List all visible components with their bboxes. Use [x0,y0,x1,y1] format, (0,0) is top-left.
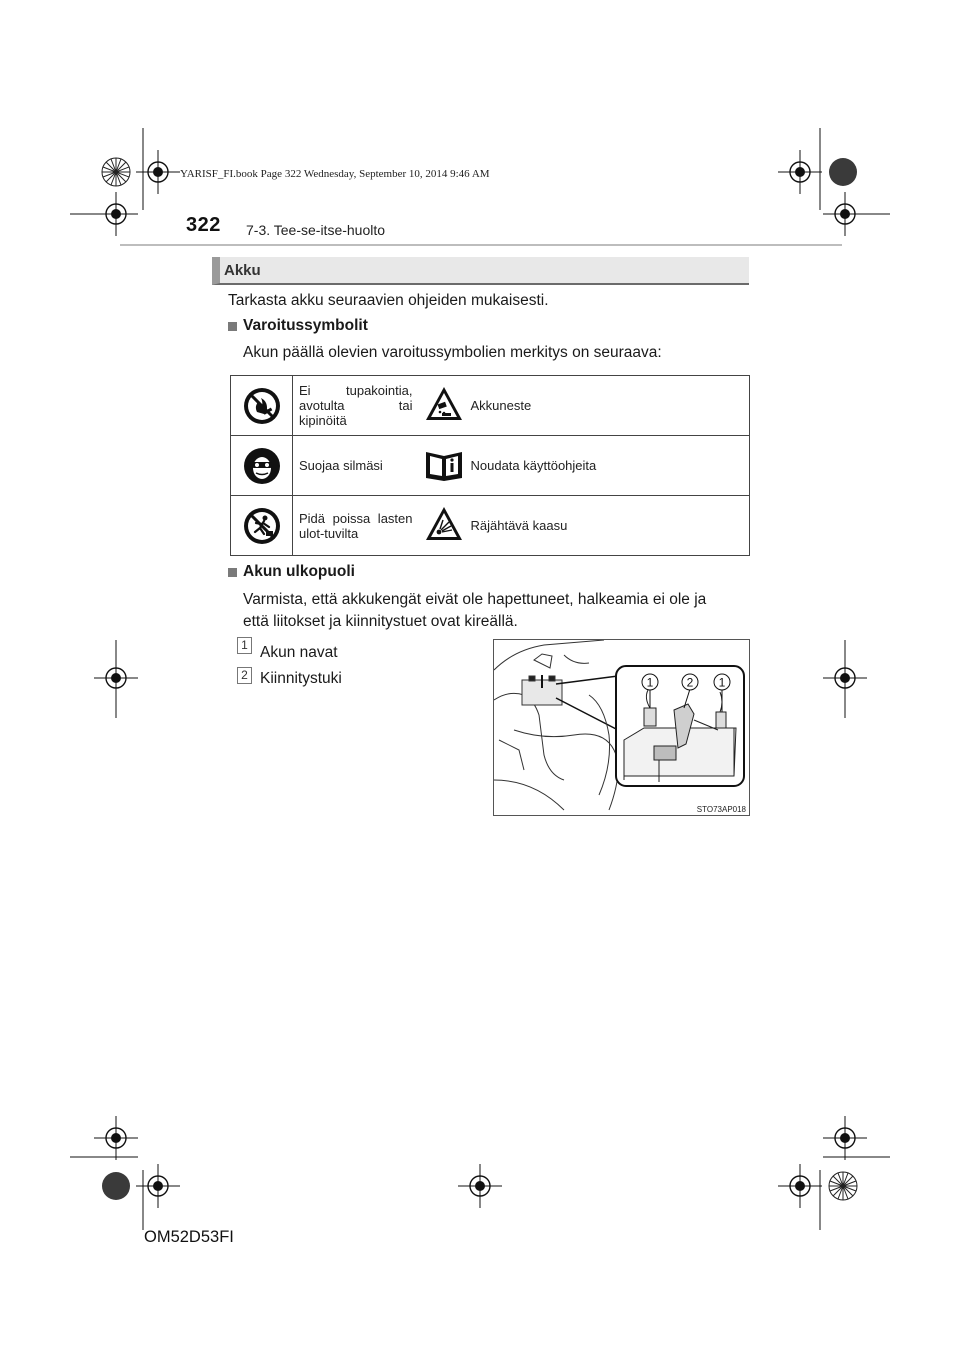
explosive-gas-icon [424,505,464,543]
section-title-bar [212,257,749,285]
engine-bay-drawing [494,640,750,816]
no-smoking-flame-icon [242,386,282,426]
read-manual-icon [424,446,464,482]
bullet-square-icon [228,568,237,577]
battery-acid-icon [424,385,464,423]
footer-manual-code: OM52D53FI [144,1228,234,1246]
table-cell [293,376,421,436]
table-cell [231,436,293,496]
symbol-text-eye-protection: Suojaa silmäsi [299,458,383,473]
table-cell [467,496,750,556]
table-cell [421,496,467,556]
symbol-text-read-manual: Noudata käyttöohjeita [470,458,597,473]
symbol-text-children-away: Pidä poissa lasten ulot-tuvilta [299,510,413,541]
table-row [231,376,750,436]
callout-number: 1 [718,675,726,690]
callout-markers [642,674,730,690]
table-cell [467,376,750,436]
table-cell [421,436,467,496]
callout-number: 1 [646,675,654,690]
section-label: 7-3. Tee-se-itse-huolto [246,222,386,238]
battery-illustration [493,639,750,816]
table-cell [467,436,750,496]
table-cell [231,376,293,436]
warning-symbols-description: Akun päällä olevien varoitussymbolien merkitys on seuraava: [243,344,662,361]
table-row [231,436,750,496]
intro-text: Tarkasta akku seuraavien ohjeiden mukaisesti. [228,292,549,309]
item-label-hold-down: Kiinnitystuki [260,670,342,687]
header-rule [120,244,842,246]
symbol-text-no-smoking: Ei tupakointia, avotulta tai kipinöitä [299,383,413,428]
symbol-text-explosive-gas: Räjähtävä kaasu [470,518,568,533]
item-label-terminals: Akun navat [260,644,338,661]
table-row [231,496,750,556]
item-number-badge: 1 [237,637,252,654]
exterior-heading: Akun ulkopuoli [243,563,355,580]
table-cell [231,496,293,556]
item-number-badge: 2 [237,667,252,684]
symbol-text-battery-acid: Akkuneste [470,398,532,413]
table-cell [293,496,421,556]
illustration-code: STO73AP018 [696,805,746,814]
exterior-text-line1: Varmista, että akkukengät eivät ole hapettuneet, halkeamia ei ole ja [243,591,707,608]
callout-number: 2 [686,675,694,690]
warning-symbols-heading: Varoitussymbolit [243,317,368,334]
exterior-text-line2: että liitokset ja kiinnitystuet ovat kireällä. [243,613,518,630]
keep-children-away-icon [242,506,282,546]
table-cell [293,436,421,496]
bullet-square-icon [228,322,237,331]
page-number: 322 [186,214,221,236]
section-title: Akku [224,262,261,279]
table-cell [421,376,467,436]
print-info-line: YARISF_FI.book Page 322 Wednesday, September 10, 2014 9:46 AM [180,168,490,180]
warning-symbols-table [230,375,750,556]
eye-protection-icon [242,446,282,486]
